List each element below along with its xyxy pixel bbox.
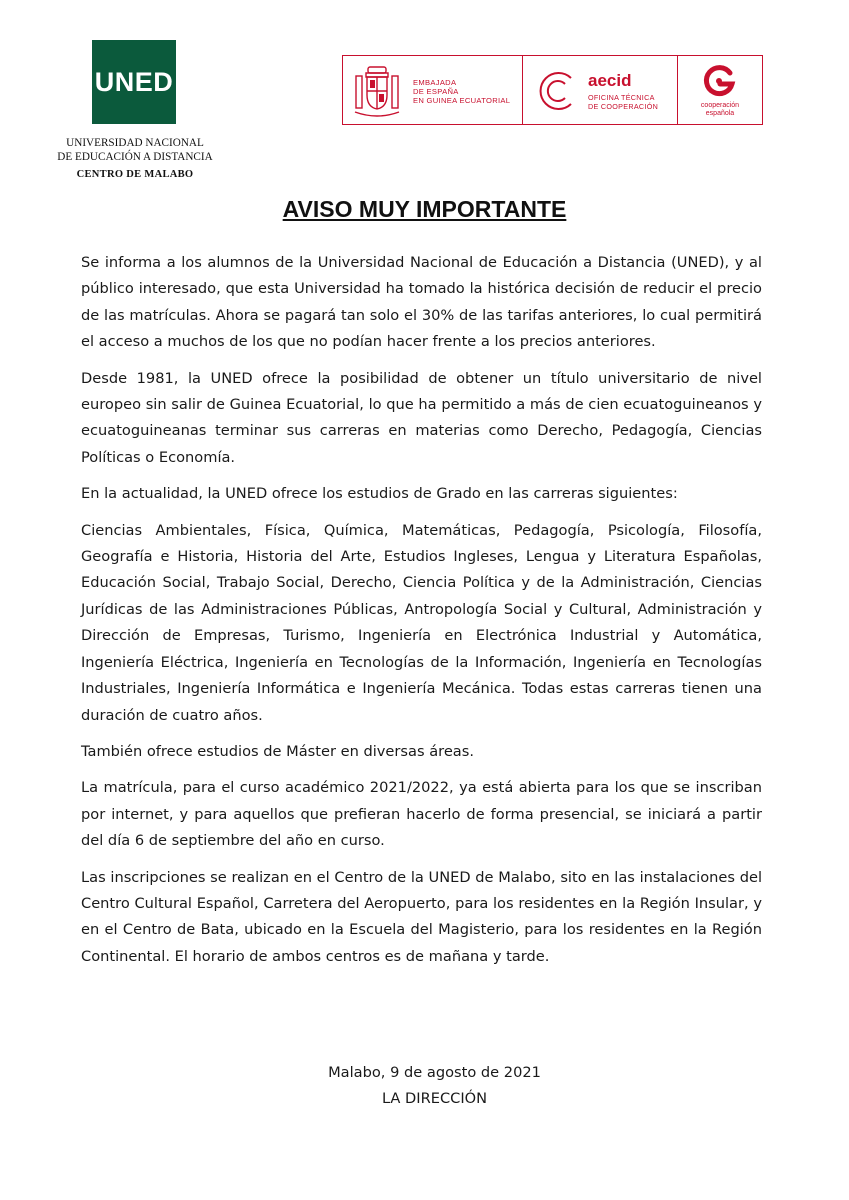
aecid-line-1: OFICINA TÉCNICA <box>588 93 655 102</box>
signature-block <box>0 1060 849 1112</box>
embajada-logo <box>343 56 523 124</box>
embajada-line-2: DE ESPAÑA <box>413 87 459 96</box>
paragraph-locations: Las inscripciones se realizan en el Centro de la UNED de Malabo, sito en las instalaciones del Centro Cultural Español, Carretera del Aeropuerto, para los residentes en la Región Insular, y en el Centro de Bata, ubicado en la Escuela del Magisterio, para los residentes en la Región Continental. El horario de ambos centros es de mañana y tarde. <box>81 868 762 965</box>
partner-logos-bar <box>342 55 763 125</box>
paragraph-degree-list: Ciencias Ambientales, Física, Química, Matemáticas, Pedagogía, Psicología, Filosofía, Geografía e Historia, Historia del Arte, Estudios Ingleses, Lengua y Literatura Españolas, Educación Social, Trabajo Social, Derecho, Ciencia Política y de la Administración, Ciencias Jurídicas de las Administraciones Públicas, Antropología Social y Cultural, Administración y Dirección de Empresas, Turismo, Ingeniería en Electrónica Industrial y Automática, Ingeniería Eléctrica, Ingeniería en Tecnologías de la Información, Ingeniería en Tecnologías Industriales, Ingeniería Informática e Ingeniería Mecánica. Todas estas carreras tienen una duración de cuatro años. <box>81 521 762 724</box>
signer: LA DIRECCIÓN <box>381 1090 488 1107</box>
aecid-logo <box>523 56 678 124</box>
paragraph-intro: Se informa a los alumnos de la Universidad Nacional de Educación a Distancia (UNED), y al público interesado, que esta Universidad ha tomado la histórica decisión de reducir el precio de las matrículas. Ahora se pagará tan solo el 30% de las tarifas anteriores, lo cual permitirá el acceso a muchos de los que no podían hacer frente a los precios anteriores. <box>81 254 762 351</box>
uned-name-line-1: UNIVERSIDAD NACIONAL <box>66 137 204 149</box>
embajada-line-3: EN GUINEA ECUATORIAL <box>413 96 511 105</box>
spain-crest-icon <box>353 64 401 118</box>
embajada-text <box>413 78 510 105</box>
place-date: Malabo, 9 de agosto de 2021 <box>328 1064 541 1081</box>
uned-logo <box>92 40 176 124</box>
aecid-name: aecid <box>588 71 632 90</box>
notice-body <box>81 250 762 980</box>
paragraph-grado-intro: En la actualidad, la UNED ofrece los estudios de Grado en las carreras siguientes: <box>81 485 678 503</box>
aecid-c-icon <box>535 68 581 114</box>
paragraph-history: Desde 1981, la UNED ofrece la posibilidad de obtener un título universitario de nivel europeo sin salir de Guinea Ecuatorial, lo que ha permitido a más de cien ecuatoguineanos y ecuatoguineanas terminar sus carreras en materias como Derecho, Pedagogía, Ciencias Políticas o Economía. <box>81 369 762 466</box>
cooperacion-mark-icon <box>702 64 736 98</box>
paragraph-master: También ofrece estudios de Máster en diversas áreas. <box>81 742 474 760</box>
notice-title: AVISO MUY IMPORTANTE <box>282 196 567 222</box>
uned-logo-text: UNED <box>94 66 174 97</box>
uned-centro: CENTRO DE MALABO <box>76 169 194 180</box>
cooperacion-text <box>678 102 762 118</box>
aecid-subtitle <box>588 93 658 111</box>
coop-line-2: española <box>705 110 735 117</box>
aecid-line-2: DE COOPERACIÓN <box>588 102 659 111</box>
uned-caption <box>40 136 230 182</box>
paragraph-enrollment: La matrícula, para el curso académico 2021/2022, ya está abierta para los que se inscriban por internet, y para aquellos que prefieran hacerlo de forma presencial, se iniciará a partir del día 6 de septiembre del año en curso. <box>81 779 762 850</box>
coop-line-1: cooperación <box>700 102 740 109</box>
uned-name-line-2: DE EDUCACIÓN A DISTANCIA <box>57 151 213 163</box>
cooperacion-espanola-logo <box>678 56 762 124</box>
embajada-line-1: EMBAJADA <box>413 78 457 87</box>
